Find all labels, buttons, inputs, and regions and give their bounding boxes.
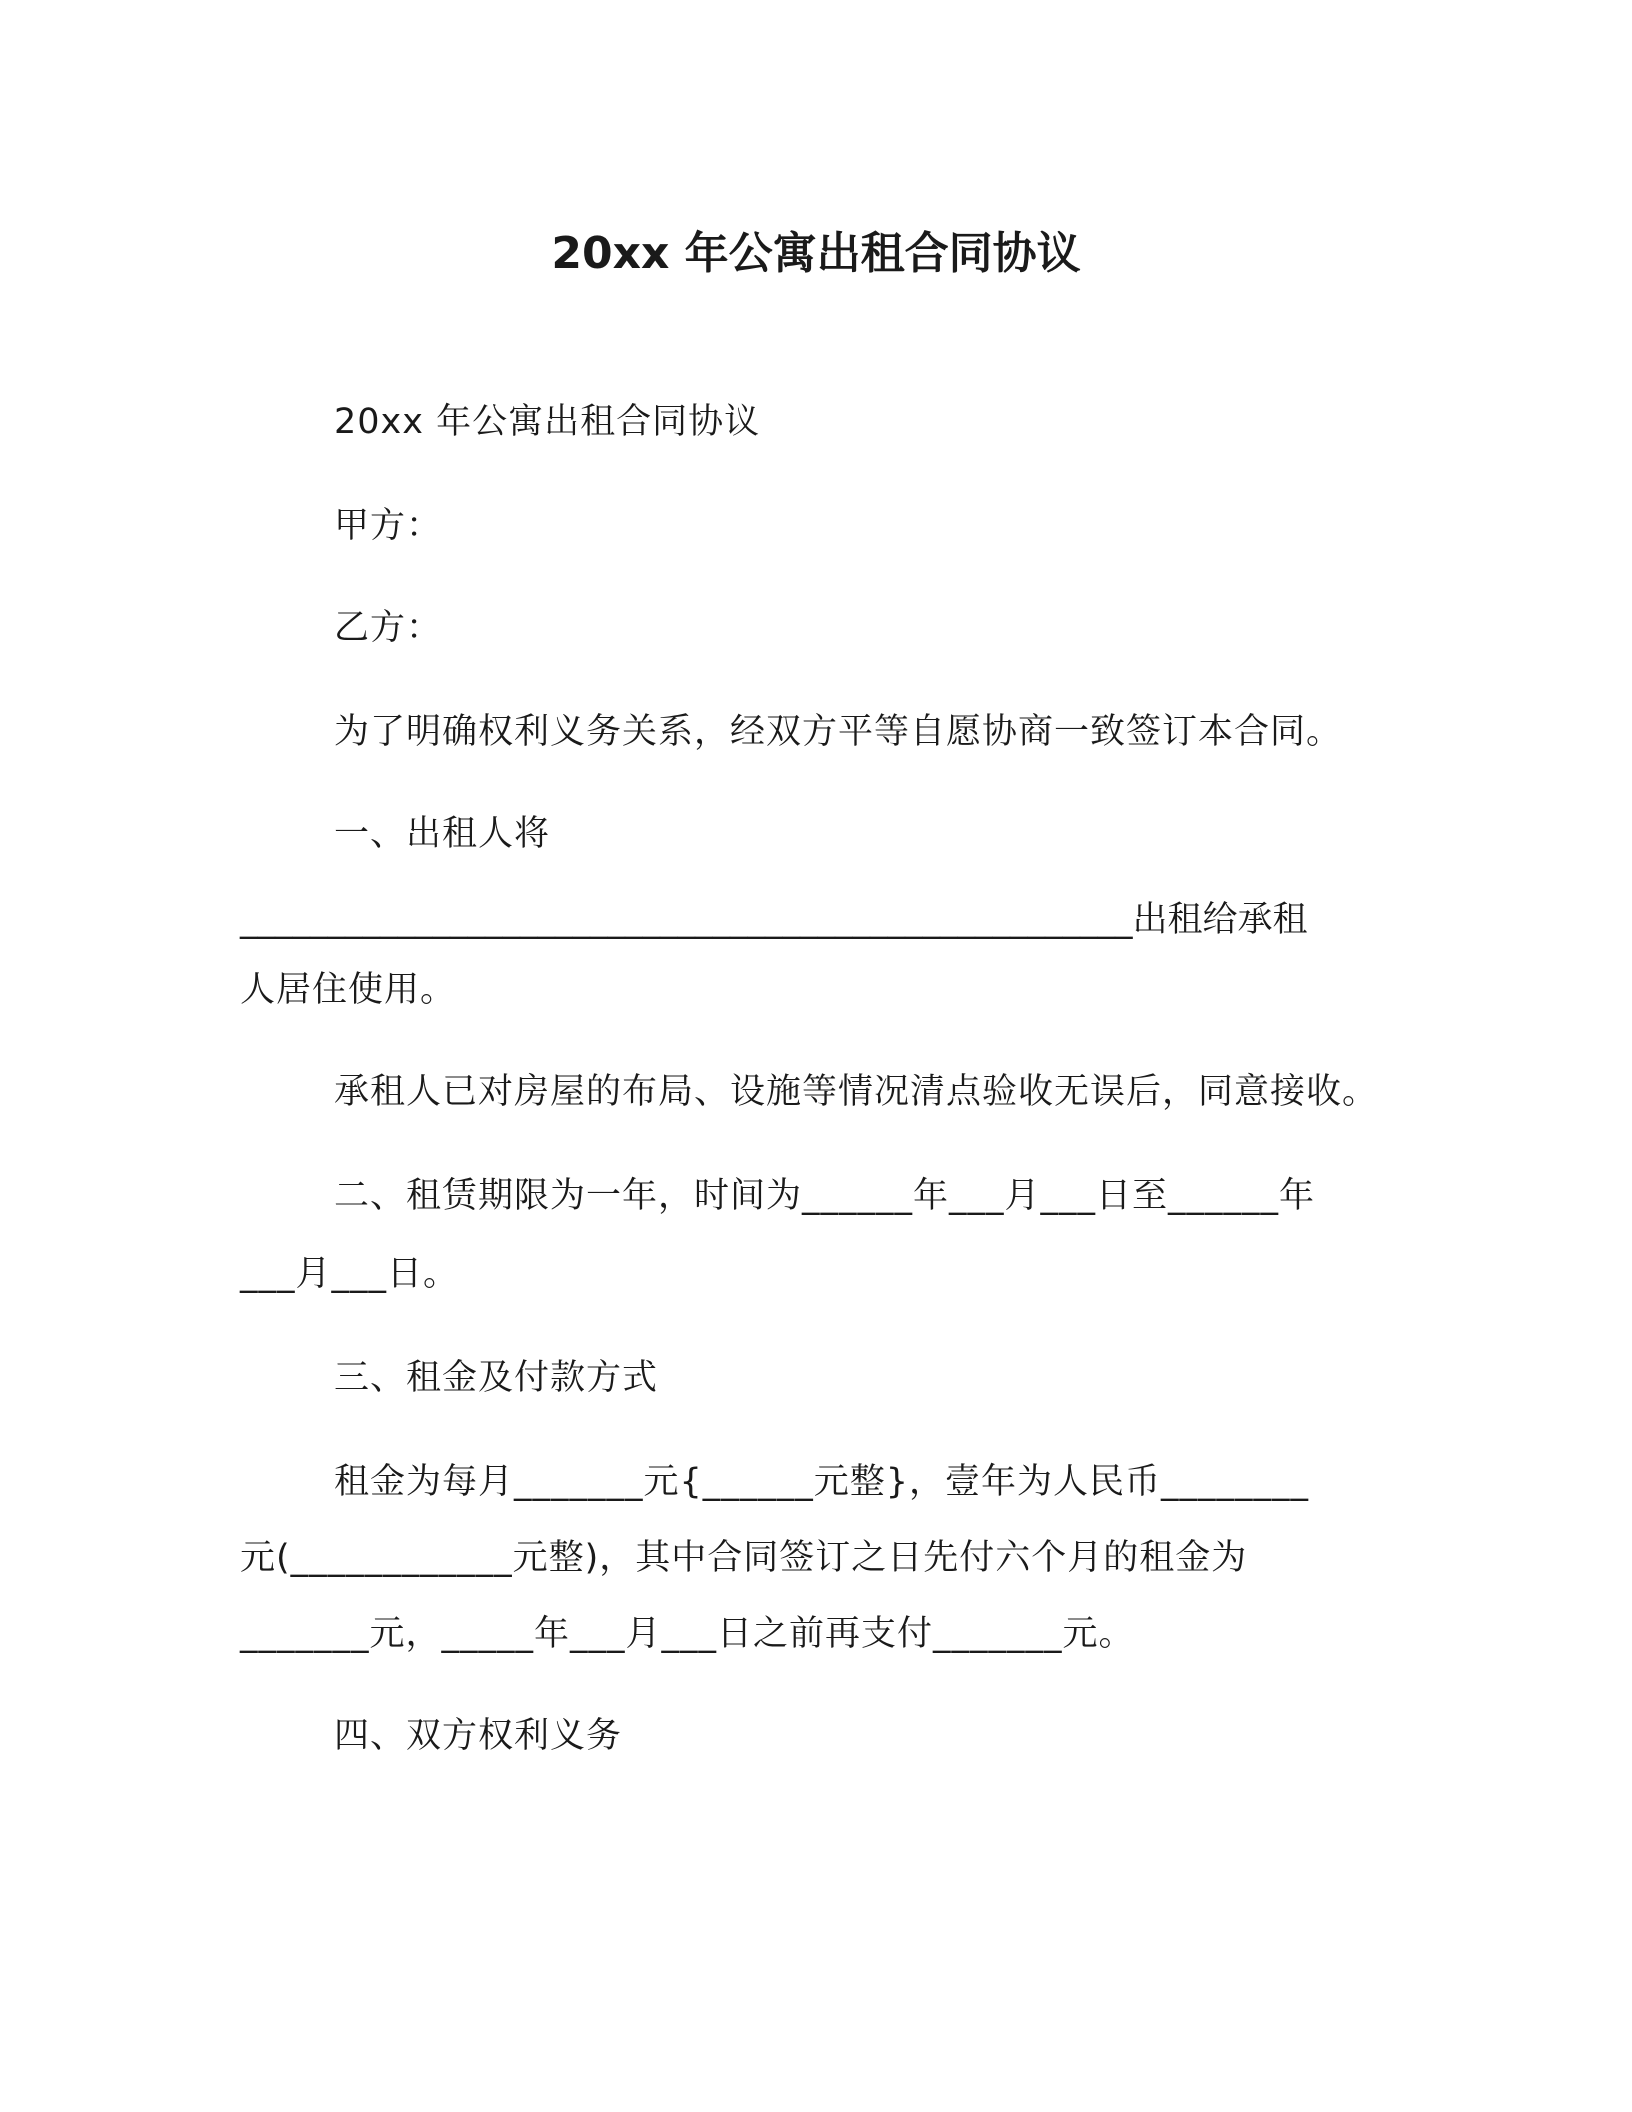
rent-line-2: 元(____________元整)，其中合同签订之日先付六个月的租金为: [240, 1538, 1248, 1578]
rent-line-1: 租金为每月_______元{______元整}，壹年为人民币________: [334, 1462, 1310, 1502]
party-a-line: 甲方：: [334, 506, 443, 546]
clause-1-heading: 一、出租人将: [334, 814, 551, 854]
clause-1-blank-line: ___________________________________________________出租给承租: [240, 900, 1308, 940]
acceptance-line: 承租人已对房屋的布局、设施等情况清点验收无误后，同意接收。: [334, 1072, 1379, 1112]
clause-2-continuation: ___月___日。: [240, 1254, 460, 1294]
clause-2-line: 二、租赁期限为一年，时间为______年___月___日至______年: [334, 1176, 1316, 1216]
rent-line-3: _______元，_____年___月___日之前再支付_______元。: [240, 1614, 1135, 1654]
clause-4-heading: 四、双方权利义务: [334, 1716, 623, 1756]
document-title: 20xx 年公寓出租合同协议: [551, 228, 1081, 279]
preamble-line: 为了明确权利义务关系，经双方平等自愿协商一致签订本合同。: [334, 712, 1343, 752]
party-b-line: 乙方：: [334, 608, 443, 648]
subtitle-line: 20xx 年公寓出租合同协议: [334, 402, 761, 442]
clause-1-continuation: 人居住使用。: [240, 970, 457, 1010]
clause-3-heading: 三、租金及付款方式: [334, 1358, 659, 1398]
